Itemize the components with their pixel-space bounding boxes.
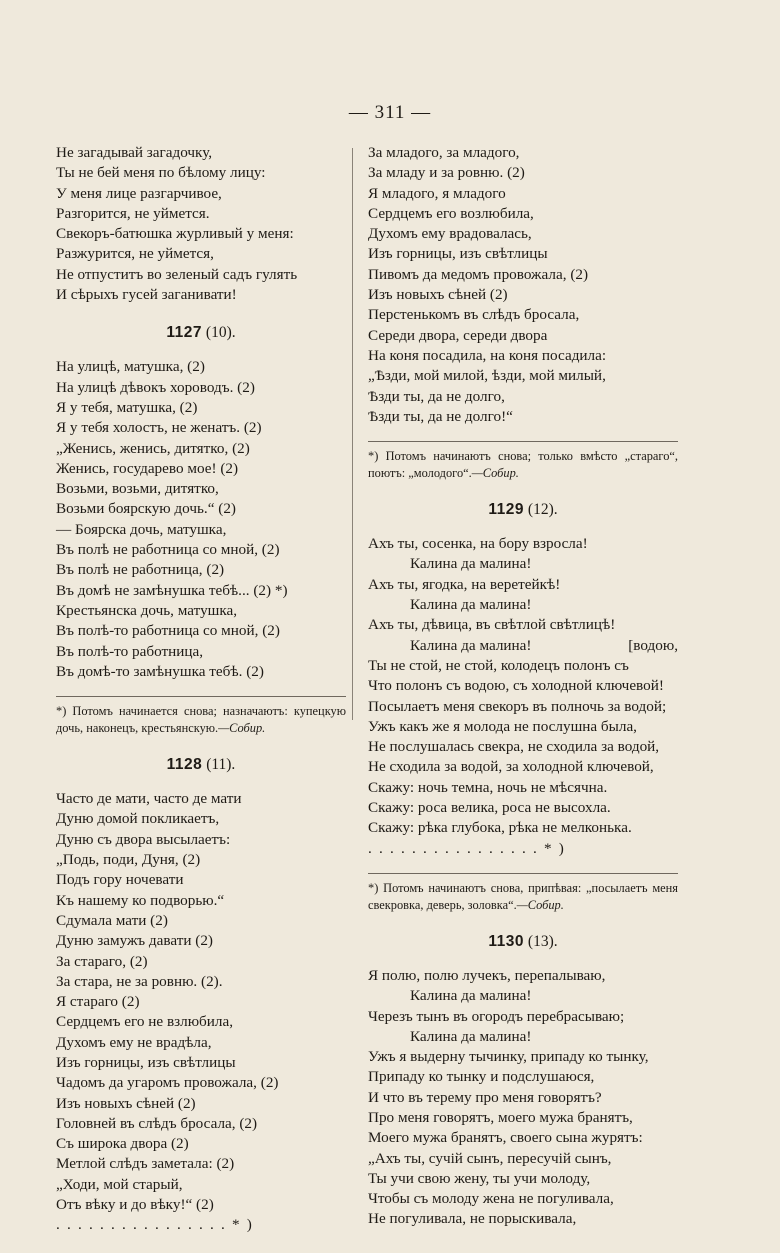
poem-subnumber: (10). xyxy=(205,324,236,342)
verse-line: Съ широка двора (2) xyxy=(56,1135,189,1153)
verse-line: „Ахъ ты, сучій сынъ, пересучій сынъ, xyxy=(368,1149,612,1167)
footnote xyxy=(368,880,678,914)
poem-heading-1128 xyxy=(56,755,346,775)
verse-line: Въ полѣ не работница со мной, (2) xyxy=(56,541,280,559)
left-column xyxy=(56,143,346,1236)
verse-line: Головней въ слѣдъ бросала, (2) xyxy=(56,1114,258,1132)
verse-line: Сердцемъ его не взлюбила, xyxy=(56,1013,234,1031)
verse-line: И что въ терему про меня говорятъ? xyxy=(368,1088,602,1106)
verse-line: Ѣзди ты, да не долго!“ xyxy=(368,407,513,425)
verse-line: За стараго, (2) xyxy=(56,952,148,970)
ellipsis-line: ................*) xyxy=(368,839,572,857)
verse-line: Чадомъ да угаромъ провожала, (2) xyxy=(56,1074,279,1092)
poem-number: 1128 xyxy=(166,756,203,774)
verse-line: Скажу: рѣка глубока, рѣка не мелконька. xyxy=(368,819,632,837)
verse-line: Изъ горницы, изъ свѣтлицы xyxy=(368,245,548,263)
verse-line: „Подь, поди, Дуня, (2) xyxy=(56,851,201,869)
footnote-rule xyxy=(368,441,678,442)
verse-line: Къ нашему ко подворью.“ xyxy=(56,891,225,909)
verse-line: Ты не бей меня по бѣлому лицу: xyxy=(56,164,266,182)
verse-line: Ужъ какъ же я молода не послушна была, xyxy=(368,717,637,735)
verse-line: Разжурится, не уймется, xyxy=(56,245,214,263)
verse-line: Не погуливала, не порыскивала, xyxy=(368,1210,577,1228)
footnote xyxy=(56,703,346,737)
verse-line: Дуню съ двора высылаетъ: xyxy=(56,830,231,848)
verse-block xyxy=(368,534,678,859)
verse-line: И сѣрыхъ гусей заганивати! xyxy=(56,286,237,304)
footnote-attribution: —Собир. xyxy=(218,721,266,736)
verse-line: Припаду ко тынку и подслушаюся, xyxy=(368,1068,595,1086)
verse-line: Изъ горницы, изъ свѣтлицы xyxy=(56,1053,236,1071)
verse-line: Ѣзди ты, да не долго, xyxy=(368,387,505,405)
footnote xyxy=(368,448,678,482)
verse-line: Пивомъ да медомъ провожала, (2) xyxy=(368,265,589,283)
verse-line: Въ полѣ-то работница, xyxy=(56,642,204,660)
verse-line: Крестьянска дочь, матушка, xyxy=(56,601,238,619)
verse-block xyxy=(368,143,678,427)
verse-line: Моего мужа бранятъ, своего сына журятъ: xyxy=(368,1129,643,1147)
verse-line: Изъ новыхъ сѣней (2) xyxy=(368,286,508,304)
verse-line: Скажу: ночь темна, ночь не мѣсячна. xyxy=(368,778,608,796)
footnote-text: *) Потомъ начинаютъ снова, припѣвая: „посылаетъ меня свекровка, деверь, золовка“. xyxy=(368,880,678,912)
verse-line: Духомъ ему не врадѣла, xyxy=(56,1033,212,1051)
verse-line: Духомъ ему врадовалась, xyxy=(368,225,532,243)
verse-line: Ужъ я выдерну тычинку, припаду ко тынку, xyxy=(368,1048,649,1066)
verse-line: Ахъ ты, сосенка, на бору взросла! xyxy=(368,535,588,553)
verse-line: Я у тебя холостъ, не женатъ. (2) xyxy=(56,419,262,437)
verse-line: Скажу: роса велика, роса не высохла. xyxy=(368,799,611,817)
verse-line: Возьми, возьми, дитятко, xyxy=(56,480,219,498)
footnote-rule xyxy=(368,873,678,874)
verse-line: Середи двора, середи двора xyxy=(368,326,548,344)
poem-number: 1130 xyxy=(488,932,525,950)
verse-block xyxy=(56,789,346,1236)
verse-line: „Женись, женись, дитятко, (2) xyxy=(56,439,250,457)
footnote-rule xyxy=(56,696,346,697)
poem-subnumber: (12). xyxy=(527,501,558,519)
verse-line: Не отпуститъ во зеленый садъ гулять xyxy=(56,265,298,283)
verse-line: Дуню замужъ давати (2) xyxy=(56,932,213,950)
verse-line: Чтобы съ молоду жена не погуливала, xyxy=(368,1190,614,1208)
verse-block xyxy=(368,966,678,1230)
poem-number: 1127 xyxy=(166,324,203,342)
verse-line: „Ходи, мой старый, xyxy=(56,1175,183,1193)
poem-number: 1129 xyxy=(488,501,525,519)
refrain-line: Калина да малина! xyxy=(410,555,532,573)
refrain-line: Калина да малина! xyxy=(410,1027,532,1045)
verse-line: Сердцемъ его возлюбила, xyxy=(368,204,534,222)
verse-line: Я стараго (2) xyxy=(56,993,140,1011)
verse-line: — Боярска дочь, матушка, xyxy=(56,520,227,538)
verse-line: Ты не стой, не стой, колодецъ полонъ съ xyxy=(368,656,629,674)
verse-line: На улицѣ дѣвокъ хороводъ. (2) xyxy=(56,378,255,396)
verse-line: Въ полѣ-то работница со мной, (2) xyxy=(56,622,280,640)
right-column xyxy=(368,143,678,1230)
verse-line: Подъ гору ночевати xyxy=(56,871,184,889)
verse-line: Дуню домой покликаетъ, xyxy=(56,810,220,828)
verse-line: Въ домѣ-то замѣнушка тебѣ. (2) xyxy=(56,662,264,680)
poem-subnumber: (11). xyxy=(206,756,236,774)
verse-line: Не загадывай загадочку, xyxy=(56,144,213,161)
poem-heading-1130 xyxy=(368,932,678,952)
verse-block xyxy=(56,143,346,305)
verse-line: Метлой слѣдъ заметала: (2) xyxy=(56,1155,235,1173)
verse-line: Не сходила за водой, за холодной ключевой, xyxy=(368,758,654,776)
page-number: — 311 — xyxy=(348,102,432,123)
verse-line: Сдумала мати (2) xyxy=(56,911,168,929)
verse-line: Ахъ ты, дѣвица, въ свѣтлой свѣтлицѣ! xyxy=(368,616,616,634)
footnote-attribution: —Собир. xyxy=(516,897,564,912)
poem-heading-1129 xyxy=(368,500,678,520)
verse-line: Женись, государево мое! (2) xyxy=(56,459,239,477)
column-divider xyxy=(352,148,353,720)
verse-line: Про меня говорятъ, моего мужа бранятъ, xyxy=(368,1108,633,1126)
verse-line: „Ѣзди, мой милой, ѣзди, мой милый, xyxy=(368,367,606,385)
verse-line: Что полонъ съ водою, съ холодной ключевой! xyxy=(368,677,664,695)
verse-line: Я полю, полю лучекъ, перепалываю, xyxy=(368,966,606,984)
verse-line: Свекоръ-батюшка журливый у меня: xyxy=(56,225,294,243)
verse-line: Ахъ ты, ягодка, на веретейкѣ! xyxy=(368,575,561,593)
refrain-text: Калина да малина! xyxy=(410,636,532,654)
ellipsis-line: ................*) xyxy=(56,1216,260,1234)
verse-line: За младу и за ровню. (2) xyxy=(368,164,525,182)
verse-line: Ты учи свою жену, ты учи молоду, xyxy=(368,1169,591,1187)
verse-line: Часто де мати, часто де мати xyxy=(56,790,242,808)
verse-line: Изъ новыхъ сѣней (2) xyxy=(56,1094,196,1112)
footnote-text: *) Потомъ начинаютъ снова; только вмѣсто „стараго“, поютъ: „молодого“. xyxy=(368,449,678,481)
verse-line: Отъ вѣку и до вѣку!“ (2) xyxy=(56,1196,214,1214)
line-continuation: [водою, xyxy=(628,636,678,654)
verse-line: Въ полѣ не работница, (2) xyxy=(56,561,225,579)
verse-line: За стара, не за ровню. (2). xyxy=(56,972,223,990)
footnote-text: *) Потомъ начинается снова; назначаютъ: купецкую дочь, наконецъ, крестьянскую. xyxy=(56,704,346,736)
verse-line: Въ домѣ не замѣнушка тебѣ... (2) *) xyxy=(56,581,288,599)
verse-line: На улицѣ, матушка, (2) xyxy=(56,358,205,376)
verse-line: За младого, за младого, xyxy=(368,144,520,161)
verse-line: Возьми боярскую дочь.“ (2) xyxy=(56,500,236,518)
verse-line: У меня лице разгарчивое, xyxy=(56,184,222,202)
verse-line: Посылаетъ меня свекоръ въ полночь за водой; xyxy=(368,697,667,715)
footnote-attribution: —Собир. xyxy=(471,466,519,481)
refrain-line xyxy=(368,636,678,656)
refrain-line: Калина да малина! xyxy=(410,596,532,614)
verse-line: Перстенькомъ въ слѣдъ бросала, xyxy=(368,306,580,324)
verse-block xyxy=(56,357,346,682)
poem-subnumber: (13). xyxy=(527,932,558,950)
verse-line: Разгорится, не уймется. xyxy=(56,204,210,222)
poem-heading-1127 xyxy=(56,323,346,343)
verse-line: Черезъ тынъ въ огородъ перебрасываю; xyxy=(368,1007,625,1025)
verse-line: Не послушалась свекра, не сходила за водой, xyxy=(368,738,660,756)
refrain-line: Калина да малина! xyxy=(410,987,532,1005)
verse-line: На коня посадила, на коня посадила: xyxy=(368,346,607,364)
verse-line: Я у тебя, матушка, (2) xyxy=(56,398,198,416)
verse-line: Я младого, я младого xyxy=(368,184,506,202)
